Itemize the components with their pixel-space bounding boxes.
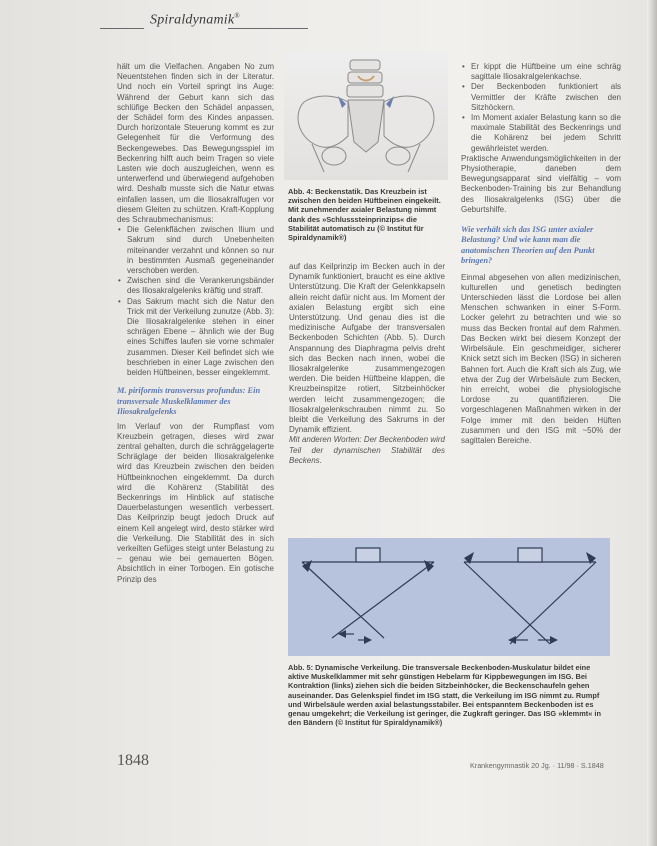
right-bullet-2: • Der Beckenboden funktioniert als Vermittler der Kräfte zwischen den Sitzhöckern. <box>471 82 621 113</box>
left-bullet-list <box>117 225 274 378</box>
left-second-paragraph: Im Verlauf von der Rumpflast vom Kreuzbein getragen, dieses wird zwar zentral gehalten, durch die schräggelagerte Schräglage der beiden Iliosakralgelenke wird das Kreuzbein zwischen den beiden Hüftbeinknochen eingeklemmt. Da durch wird die Kohärenz (Stabilität des Beckenrings im Hinblick auf statische Dauerbelastungen wesentlich verbessert. Das Keilprinzip beugt jedoch Druck auf einem Keil angelegt wird, desto stärker wird die Verkeilung. Die Stabilität des in sich verkeilten Gefüges steigt unter Belastung zu – genau wie bei gemauerten Bögen. Absichtlich in einer Torbogen. Ein gotische Prinzip des <box>117 421 274 584</box>
registered-mark: ® <box>234 12 240 20</box>
page-spine-shadow <box>647 0 657 846</box>
figure-1-caption: Abb. 4: Beckenstatik. Das Kreuzbein ist zwischen den beiden Hüftbeinen eingekeilt. Mit zunehmender axialer Belastung nimmt dank des »Schlusssteinprinzips« die Stabilität automatisch zu (© Institut für Spiraldynamik®) <box>288 187 441 243</box>
figure-pelvis-illustration <box>284 52 448 180</box>
header-rule-left <box>100 28 144 29</box>
right-bullet-1: • Er kippt die Hüftbeine um eine schräg sagittale Iliosakralgelenkachse. <box>471 62 621 82</box>
column-right <box>461 62 621 446</box>
right-subheading: Wie verhält sich das ISG unter axialer Belastung? Und wie kann man die anatomischen Theorien auf den Punkt bringen? <box>461 225 595 266</box>
column-middle <box>289 262 445 466</box>
page-number: 1848 <box>117 752 149 769</box>
right-paragraph-1: Praktische Anwendungsmöglichkeiten in der Physiotherapie, daneben dem Bewegungsapparat sind vielfältig – vom Beckenboden-Training bis zur Behandlung des Iliosakralgelenks (ISG) über die Geburtshilfe. <box>461 153 621 214</box>
middle-paragraph-end: Mit anderen Worten: Der Beckenboden wird Teil der dynamischen Stabilität des Beckens. <box>289 435 445 465</box>
header-rule-right <box>228 28 308 29</box>
right-paragraph-2: Einmal abgesehen von allen medizinischen, kulturellen und genetisch bedingten Unterschieden lässt die Lordose bei allen Menschen schwanken in einer S-Form. Locker gelehrt zu betrachten und wie so muss das Becken frontal auf dem Rahmen. Das Becken wirkt bei diesem Konzept der Wirbelsäule. Ein geschmeidiger, sicherer Knick setzt sich im Becken (ISG) in sicheren Bahnen fort. Auch die Kraft sich als Zug, wie etwa der Zug der Wirbelsäule zum Becken, hin erreicht, wobei die physiologische Lordose zu quantifizieren. Die vorgeschlagenen Maßnahmen wirken in der Folge immer mit den beiden Hüften zusammen und den ISG mit ~50% der sagittalen Bereiche. <box>461 272 621 445</box>
figure-dynamic-wedge-diagram <box>288 538 610 656</box>
left-subheading: M. piriformis transversus profundus: Ein transversale Muskelklammer des Iliosakralgelenks <box>117 386 261 417</box>
journal-footer: Krankengymnastik 20 Jg. · 11/98 · S.1848 <box>470 761 604 770</box>
running-header <box>150 12 240 29</box>
left-bullet-1: • Die Gelenkflächen zwischen Ilium und Sakrum sind durch Unebenheiten miteinander verzahnt und können so nur in bestimmten Ausmaß gegeneinander verschoben werden. <box>127 225 274 276</box>
left-bullet-3: • Das Sakrum macht sich die Natur den Trick mit der Verkeilung zunutze (Abb. 3): Die Iliosakralgelenke stehen in einer schrägen Ebene – ähnlich wie der Bug eines Schiffes laufen sie vorne schmaler zusammen. Dieser Keil befindet sich wie beschrieben in einer Lage zwischen den beiden Hüftbeinen, besser eingeklemmt. <box>127 297 274 379</box>
right-bullet-list <box>461 62 621 154</box>
left-bullet-2: • Zwischen sind die Verankerungsbänder des Iliosakralgelenks kräftig und straff. <box>127 276 274 296</box>
left-intro-paragraph: hält um die Vielfachen. Angaben No zum Neuentstehen finden sich in der Literatur. Und noch ein Vorteil springt ins Auge: Während der Geburt kann sich das schlüfige Becken den Schädel anpassen, der Schädel form des Kindes anpassen. Durch horizontale Steuerung kommt es zur Gelegenheit für die Verformung des Beckengewebes. Das Bewegungsspiel im Beckenring hilft auch beim Tragen so viele Lasten wie doch auszugleichen, wenn es unterwerfend und überwiegend aufgehoben wird. Deshalb musste sich die Natur etwas einfallen lassen, um die Iliosakralfugen vor diesem Gleiten zu schützen. Kraft-Kopplung des Schraubmechanismus: <box>117 62 274 225</box>
running-header-text: Spiraldynamik <box>150 12 235 28</box>
right-bullet-3: • Im Moment axialer Belastung kann so die maximale Stabilität des Beckenrings und die Kohärenz bei jedem Schritt gewährleistet werden. <box>471 113 621 154</box>
pelvis-drawing <box>284 52 448 180</box>
column-left <box>117 62 274 585</box>
middle-paragraph: auf das Keilprinzip im Becken auch in der Dynamik funktioniert, braucht es eine aktive Unterstützung. Die Kraft der Gelenkkapseln allein reicht dafür nicht aus. Im Moment der axialen Belastung ergibt sich eine Unterstützung. Und genau dies ist die medizinische Aufgabe der transversalen Beckenboden Schichten (Abb. 5). Durch Anspannung des Diaphragma pelvis dreht sich das Becken nach innen, wobei die Iliosakralgelenke zusammengezogen werden. Die beiden Hüftbeine klappen, die Kreuzbeinspitze rotiert, Sitzbeinhöcker werden leicht zusammengezogen; die Iliosakralgelenkschrauben nimmt zu. So bleibt die Verkeilung des Sakrums in der Dynamik effizient. <box>289 262 445 435</box>
figure-2-caption: Abb. 5: Dynamische Verkeilung. Die transversale Beckenboden-Muskulatur bildet eine aktive Muskelklammer mit sehr günstigen Hebelarm für Kippbewegungen im ISG. Bei Kontraktion (links) ziehen sich die beiden Sitzbeinhöcker, die Beckenschaufeln gehen auseinander. Das Gelenkspiel findet im ISG statt, die Verkeilung im ISG nimmt zu. Rumpf und Wirbelsäule werden axial belastungsstabiler. Bei entspanntem Beckenboden ist es genau umgekehrt; die Verkeilung ist geringer, die Zugkraft geringer. Das ISG »klemmt« in den Bändern (© Institut für Spiraldynamik®) <box>288 663 601 728</box>
wedge-diagram <box>288 538 610 656</box>
